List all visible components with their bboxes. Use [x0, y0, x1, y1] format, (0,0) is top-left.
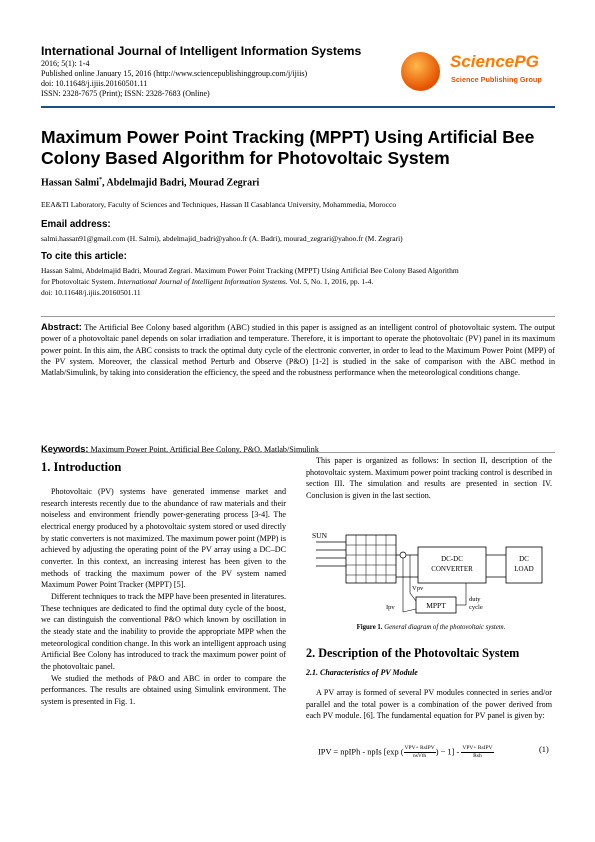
title-line-1: Maximum Power Point Tracking (MPPT) Using Artificial Bee: [41, 127, 535, 147]
label-converter: CONVERTER: [431, 565, 473, 573]
authors-rest: , Abdelmajid Badri, Mourad Zegrari: [102, 177, 260, 189]
current-sensor: [400, 552, 406, 558]
sciencepg-logo-icon: [401, 52, 440, 91]
title-line-2: Colony Based Algorithm for Photovoltaic System: [41, 147, 450, 168]
abstract: [41, 322, 555, 378]
abstract-divider-top: [41, 316, 555, 317]
intro-paragraph-1: Photovoltaic (PV) systems have generated immense market and research interests recently due to the abundance of raw materials and their noiseless and environment friendly power-generating process [3-4]. The electrical energy produced by a photovoltaic system stored or used directly by static converters is not maximized. The maximum power point (MPP) is achieved by adjusting the operating point of the PV array using a DC–DC converter. In this context, an increasing interest has been given to the methods of tracking the maximum power of the PV system named Maximum Power Point Tracker (MPPT) [5].: [41, 487, 286, 590]
label-duty: duty: [469, 596, 481, 603]
journal-title: International Journal of Intelligent Information Systems: [41, 44, 362, 58]
label-mppt: MPPT: [426, 601, 446, 610]
cite-line-2: [41, 276, 561, 287]
left-column: [41, 486, 286, 707]
equation-number: (1): [539, 745, 549, 754]
email-heading: Email address:: [41, 219, 111, 230]
paper-title: [41, 127, 561, 168]
section-2-heading: 2. Description of the Photovoltaic System: [306, 646, 520, 660]
eq-left: IPV = npIPh - npIs [exp (: [318, 747, 404, 757]
intro-paragraph-2: Different techniques to track the MPP have been presented in literatures. These techniques are dedicated to find the optimal duty cycle of the boost, we can distinguish the conventional P&O which known by oscillation in the steady state and the inability to provide the appropriate MPP when the meteorological condition change. In this work an intelligent approach using Artificial Bee Colony has introduced to track the maximum power point of the photovoltaic panel.: [41, 591, 286, 671]
volume-line: 2016; 5(1): 1-4: [41, 59, 90, 68]
pv-paragraph-1: A PV array is formed of several PV modules connected in series and/or parallel and the total power is a combination of the power derived from each PV module. [6]. The fundamental equation for PV panel is given by:: [306, 688, 552, 721]
doi-line: doi: 10.11648/j.ijiis.20160501.11: [41, 79, 148, 88]
eq-fraction-1: [404, 745, 436, 760]
ipv-to-mppt: [403, 609, 416, 612]
corresponding-mark: *: [99, 177, 103, 183]
eq-mid: ) − 1] -: [435, 747, 460, 757]
eq-fraction-2: [461, 745, 493, 760]
affiliation: EEA&TI Laboratory, Faculty of Sciences and Techniques, Hassan II Casablanca University, Mohammedia, Morocco: [41, 200, 397, 209]
figure-1-label: Figure 1.: [356, 624, 383, 631]
figure-1-caption: [306, 624, 556, 631]
eq-frac1-numerator: VPV+ RsIPV: [404, 745, 435, 751]
figure-1-caption-text: General diagram of the photovoltaic system.: [382, 624, 506, 631]
cite-line-3: doi: 10.11648/j.ijiis.20160501.11: [41, 288, 141, 297]
intro-paragraph-4: This paper is organized as follows: In section II, description of the photovoltaic system. Maximum power point tracking control is described in section III. The simulation and results are presented in section IV. Conclusion is given in the last section.: [306, 456, 552, 500]
cite-line-2-b: Vol. 5, No. 1, 2016, pp. 1-4.: [287, 277, 374, 286]
label-ipv: Ipv: [386, 604, 395, 611]
cite-line-1: Hassan Salmi, Abdelmajid Badri, Mourad Zegrari. Maximum Power Point Tracking (MPPT) Using Artificial Bee Colony Based Algorithm: [41, 266, 459, 275]
abstract-label: Abstract:: [41, 322, 82, 332]
issn-line: ISSN: 2328-7675 (Print); ISSN: 2328-7683 (Online): [41, 89, 210, 98]
pv-array: [346, 535, 396, 583]
author-1: Hassan Salmi: [41, 177, 100, 189]
email-addresses: salmi.hassan91@gmail.com (H. Salmi), abdelmajid_badri@yahoo.fr (A. Badri), mourad_zegrari@yahoo.fr (M. Zegrari): [41, 234, 403, 243]
right-column: [306, 455, 552, 502]
eq-frac1-denominator: nsVth: [413, 753, 427, 759]
cite-journal: International Journal of Intelligent Information Systems.: [117, 277, 288, 286]
intro-paragraph-3: We studied the methods of P&O and ABC in order to compare the performances. The results are obtained using Simulink environment. The system is presented in Fig. 1.: [41, 673, 286, 706]
label-cycle: cycle: [469, 604, 483, 611]
label-sun: SUN: [312, 531, 328, 540]
figure-1-diagram: [306, 525, 556, 620]
label-load: LOAD: [514, 565, 534, 573]
abstract-divider-bottom: [41, 452, 555, 453]
eq-frac2-numerator: VPV+ RsIPV: [462, 745, 493, 751]
logo-subtitle: Science Publishing Group: [451, 75, 542, 84]
cite-heading: To cite this article:: [41, 251, 127, 262]
authors: [41, 177, 259, 188]
logo-name: SciencePG: [450, 52, 539, 71]
eq-frac2-denominator: Rsh: [473, 753, 482, 759]
section-2-1-body: [306, 687, 552, 722]
keywords-text: Maximum Power Point, Artificial Bee Colony, P&O, Matlab/Simulink: [88, 445, 319, 454]
published-line: Published online January 15, 2016 (http://www.sciencepublishinggroup.com/j/ijiis): [41, 69, 308, 78]
label-dc: DC: [519, 555, 529, 563]
equation-1: [318, 745, 494, 760]
vpv-to-mppt: [410, 593, 416, 601]
cite-line-2-a: for Photovoltaic System.: [41, 277, 118, 286]
header-divider: [41, 106, 555, 108]
keywords-label: Keywords:: [41, 444, 89, 454]
section-1-heading: 1. Introduction: [41, 460, 122, 474]
label-dcdc: DC-DC: [441, 555, 463, 563]
abstract-text: The Artificial Bee Colony based algorithm (ABC) studied in this paper is assigned as an intelligent control of photovoltaic system. The output power of a photovoltaic panel depends on solar irradiation and temperature. Therefore, it is important to operate the photovoltaic (PV) panel in its maximum power point. In this aim, the ABC consists to track the optimal duty cycle of the electronic converter, in order to lead to the Maximum Power Point (MPP) of the PV system. Moreover, the classical method Perturb and Observe (P&O) [1-2] is studied in the sake of comparison with the ABC method in Matlab/Simulink, by taking into consideration the efficiency, the speed and the robustness performance when the meteorological conditions change.: [41, 323, 555, 378]
section-2-1-heading: 2.1. Characteristics of PV Module: [306, 668, 418, 677]
citation: [41, 265, 561, 298]
label-vpv: Vpv: [412, 585, 424, 592]
